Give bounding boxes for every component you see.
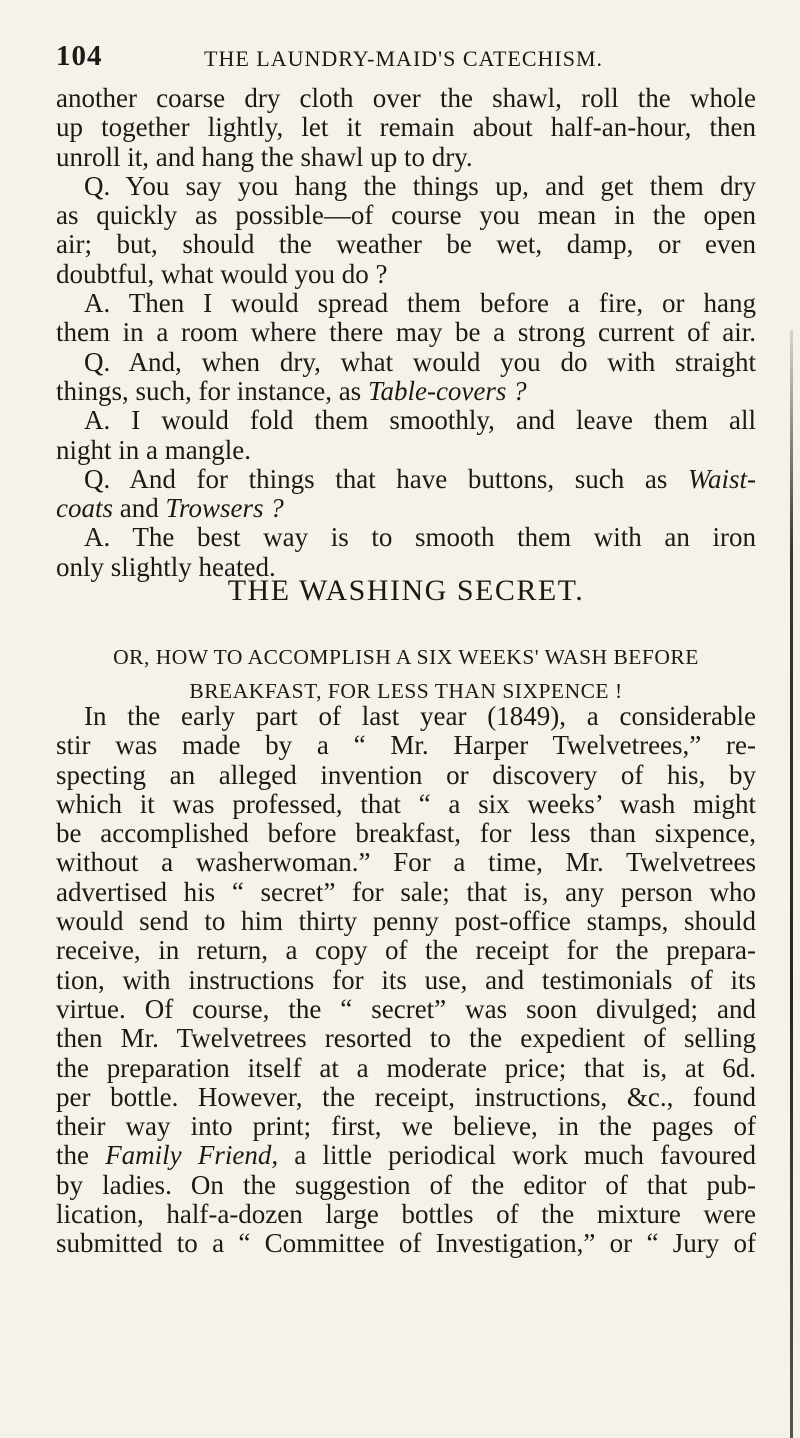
text-fragment: a little periodical work much favoured (294, 1141, 756, 1171)
text-line: unroll it, and hang the shawl up to dry. (56, 142, 473, 172)
text-line: night in a mangle. (56, 435, 251, 465)
text-line: the preparation itself at a moderate price; that is, at 6d. (56, 1053, 756, 1083)
answer-line: A. I would fold them smoothly, and leave them all (84, 406, 756, 436)
text-fragment: things, such, for instance, as (56, 376, 362, 406)
italic-term: coats (56, 494, 113, 524)
italic-term: Waist- (688, 464, 756, 494)
text-line: virtue. Of course, the “ secret” was soon divulged; and (56, 994, 756, 1024)
text-line: receive, in return, a copy of the receipt for the prepara- (56, 936, 756, 966)
catechism-text (56, 84, 756, 582)
section-title: THE WASHING SECRET. (227, 574, 585, 607)
text-line: them in a room where there may be a strong current of air. (56, 318, 756, 348)
question-line: Q. And, when dry, what would you do with straight (84, 347, 756, 377)
page-header (56, 40, 746, 80)
text-line: tion, with instructions for its use, and testimonials of its (56, 965, 756, 995)
text-line: up together lightly, let it remain about half-an-hour, then (56, 113, 756, 143)
section-subtitle (56, 640, 756, 708)
page-edge-shadow (790, 330, 793, 1438)
text-line: then Mr. Twelvetrees resorted to the expedient of selling (56, 1024, 756, 1054)
answer-line: A. Then I would spread them before a fire, or hang (84, 289, 756, 319)
text-fragment: the (56, 1141, 89, 1171)
question-line: Q. You say you hang the things up, and get them dry (84, 171, 756, 201)
page-number: 104 (56, 40, 103, 72)
text-line: stir was made by a “ Mr. Harper Twelvetrees,” re- (56, 731, 756, 761)
text-line: only slightly heated. (56, 552, 276, 582)
running-head: THE LAUNDRY-MAID'S CATECHISM. (204, 46, 604, 71)
italic-term: Trowsers ? (165, 494, 284, 524)
text-line: specting an alleged invention or discovery of his, by (56, 760, 756, 790)
text-line: air; but, should the weather be wet, damp, or even (56, 230, 756, 260)
text-line: another coarse dry cloth over the shawl, roll the whole (56, 84, 756, 113)
text-line: doubtful, what would you do ? (56, 259, 388, 289)
text-line: which it was professed, that “ a six weeks’ wash might (56, 789, 756, 819)
text-line (56, 377, 756, 406)
text-line: would send to him thirty penny post-office stamps, should (56, 907, 756, 937)
text-line: their way into print; first, we believe, in the pages of (56, 1112, 756, 1142)
italic-term: Family Friend, (105, 1141, 279, 1171)
text-line: advertised his “ secret” for sale; that is, any person who (56, 877, 756, 907)
question-line (56, 465, 756, 494)
washing-secret-text (56, 702, 756, 1259)
text-line: submitted to a “ Committee of Investigation,” or “ Jury of (56, 1229, 756, 1259)
text-line (56, 494, 756, 523)
subtitle-line: OR, HOW TO ACCOMPLISH A SIX WEEKS' WASH BEFORE (113, 645, 699, 669)
text-line: per bottle. However, the receipt, instructions, &c., found (56, 1082, 756, 1112)
text-line: without a washerwoman.” For a time, Mr. Twelvetrees (56, 848, 756, 878)
text-line (56, 1141, 756, 1170)
text-line: as quickly as possible—of course you mean in the open (56, 201, 756, 231)
subtitle-line: BREAKFAST, FOR LESS THAN SIXPENCE ! (189, 679, 623, 703)
text-fragment: Q. And for things that have buttons, such as (84, 464, 668, 494)
text-line: lication, half-a-dozen large bottles of the mixture were (56, 1200, 756, 1230)
text-line: In the early part of last year (1849), a considerable (84, 702, 756, 731)
text-line: be accomplished before breakfast, for less than sixpence, (56, 819, 756, 849)
answer-line: A. The best way is to smooth them with an iron (84, 523, 756, 553)
text-line: by ladies. On the suggestion of the editor of that pub- (56, 1170, 756, 1200)
text-fragment: and (119, 494, 159, 524)
italic-term: Table-covers ? (367, 376, 527, 406)
